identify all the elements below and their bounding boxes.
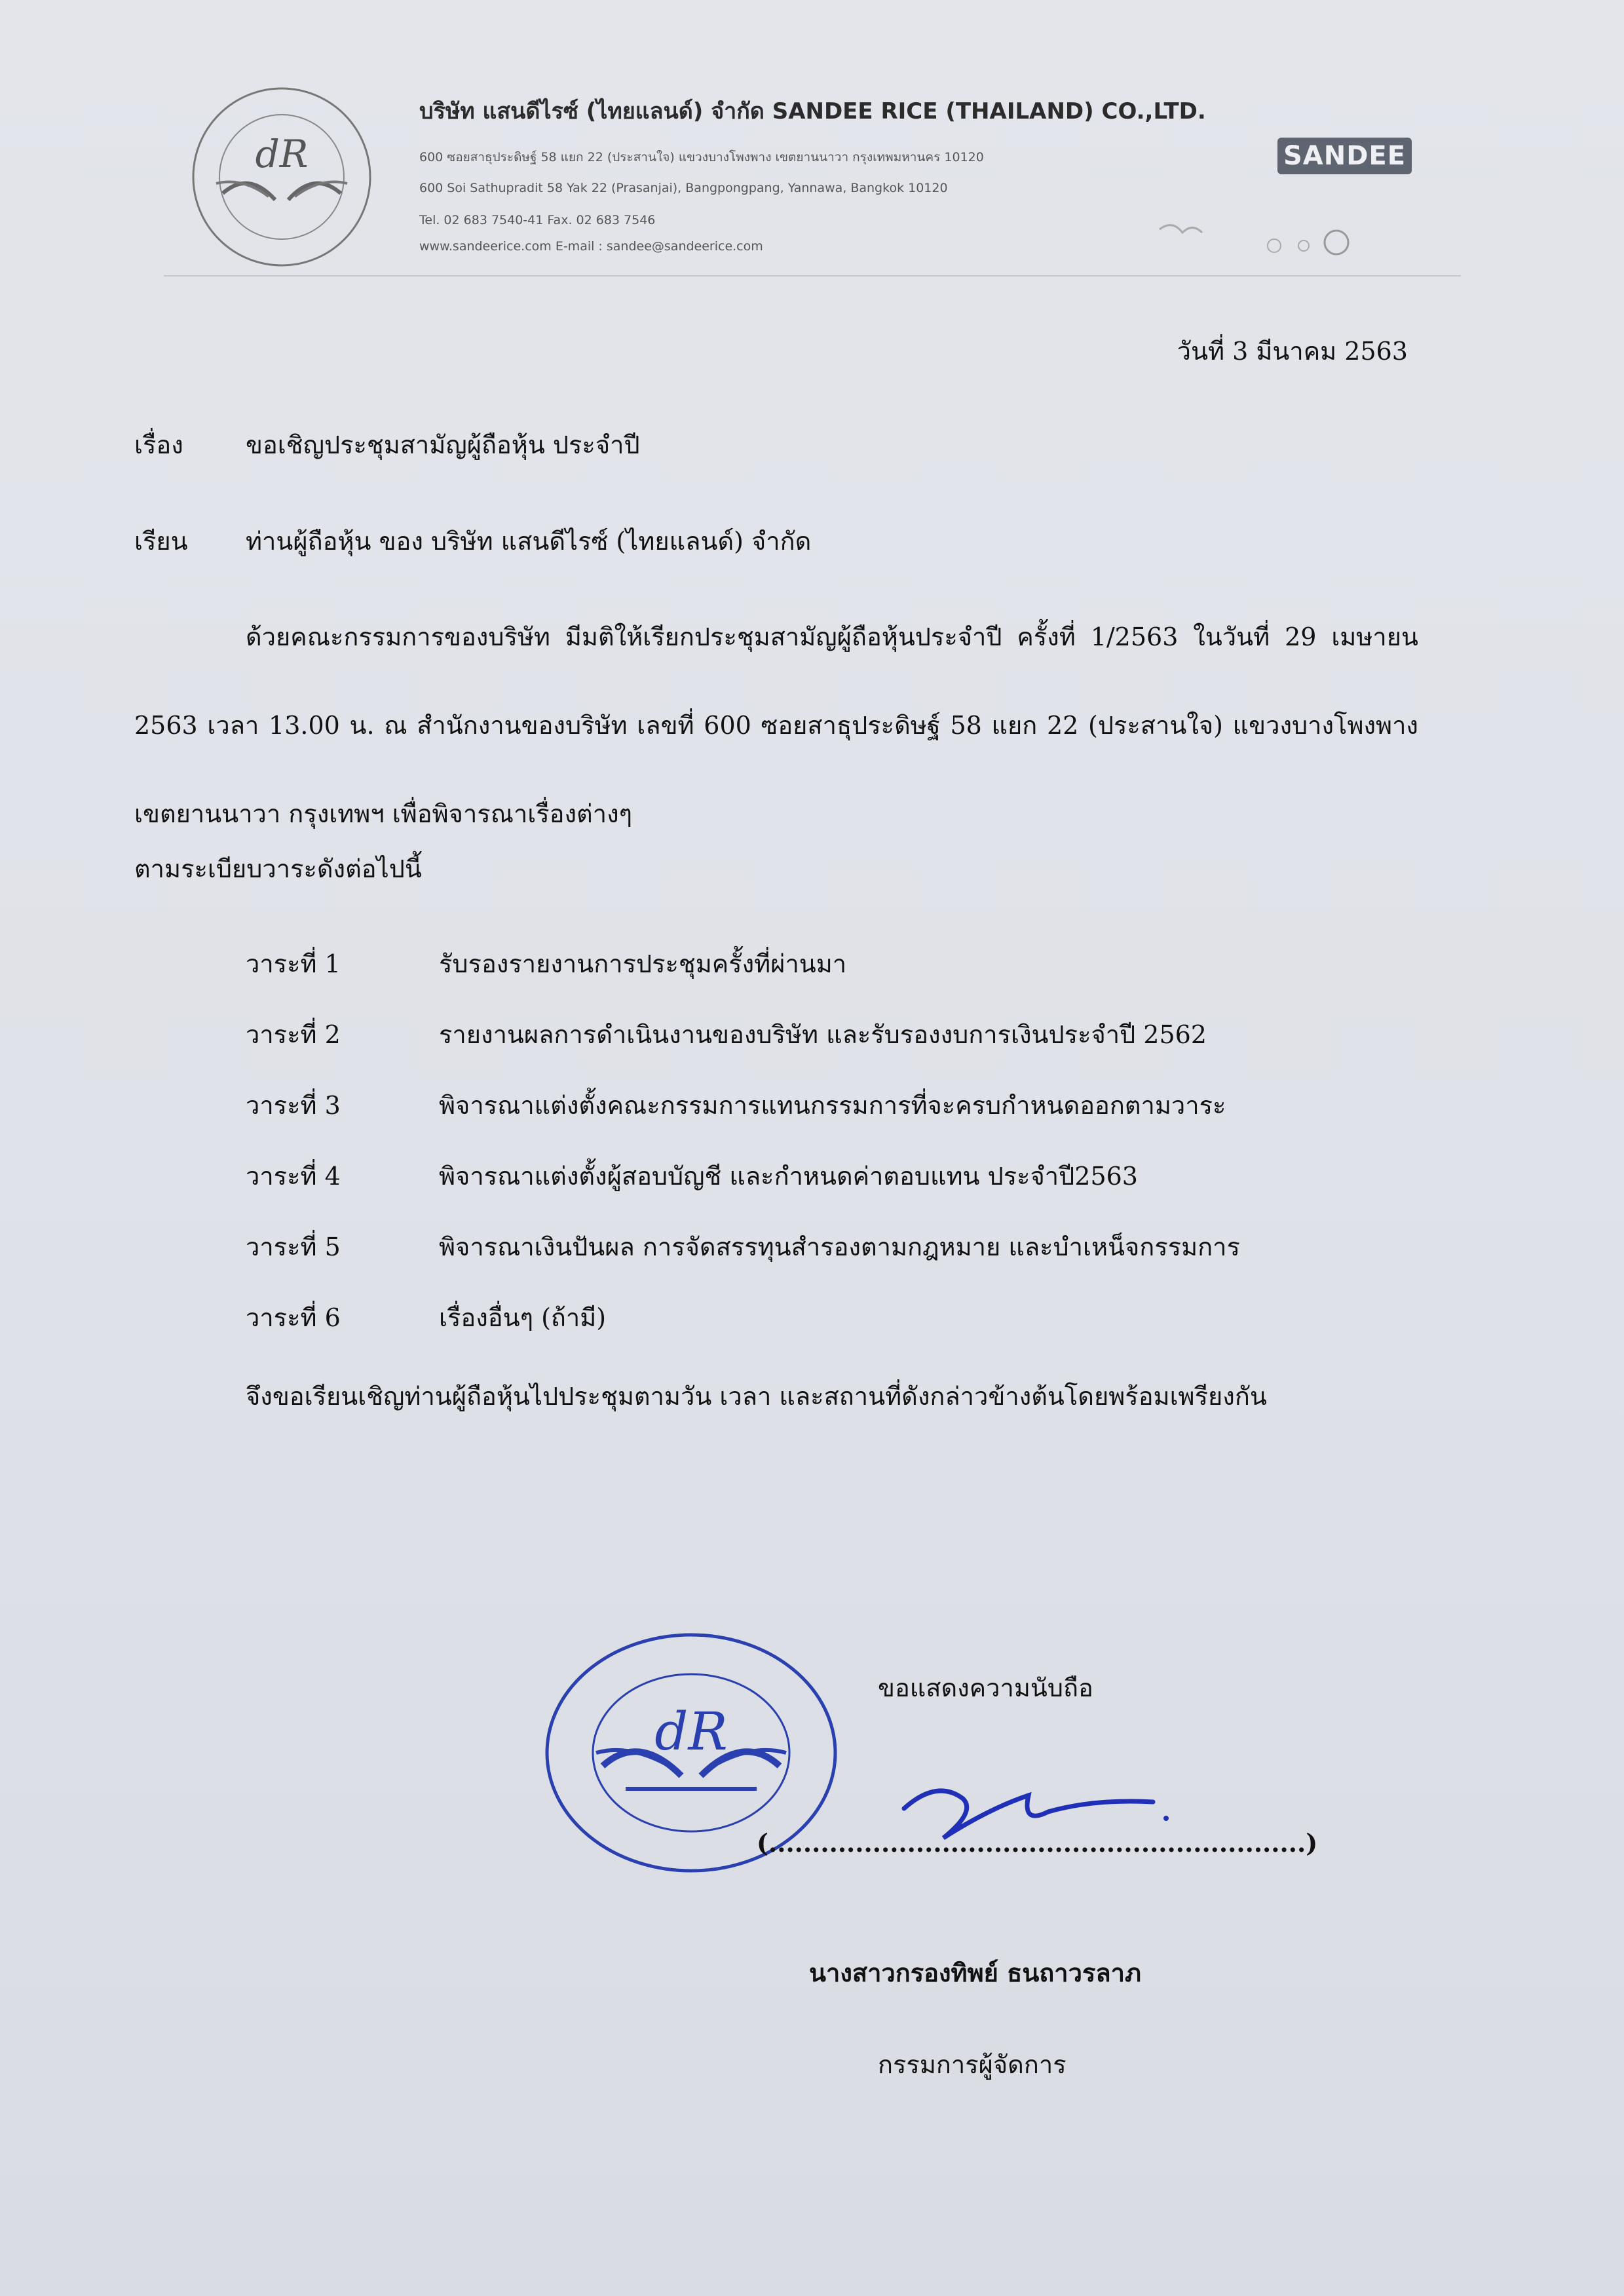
agenda-item bbox=[246, 1014, 1490, 1085]
address-thai: 600 ซอยสาธุประดิษฐ์ 58 แยก 22 (ประสานใจ) แขวงบางโพงพาง เขตยานนาวา กรุงเทพมหานคร 10120 bbox=[419, 150, 984, 164]
web-email: www.sandeerice.com E-mail : sandee@sandeerice.com bbox=[419, 239, 763, 254]
agenda-text: เรื่องอื่นๆ (ถ้ามี) bbox=[439, 1303, 607, 1332]
agenda-item bbox=[246, 1227, 1490, 1297]
subject-text: ขอเชิญประชุมสามัญผู้ถือหุ้น ประจำปี bbox=[246, 430, 640, 459]
agenda-text: พิจารณาแต่งตั้งผู้สอบบัญชี และกำหนดค่าตอบแทน ประจำปี2563 bbox=[439, 1162, 1138, 1191]
agenda-number: วาระที่ 5 bbox=[246, 1233, 341, 1261]
address-english: 600 Soi Sathupradit 58 Yak 22 (Prasanjai), Bangpongpang, Yannawa, Bangkok 10120 bbox=[419, 181, 948, 195]
agenda-text: รายงานผลการดำเนินงานของบริษัท และรับรองงบการเงินประจำปี 2562 bbox=[439, 1020, 1207, 1049]
agenda-intro: ตามระเบียบวาระดังต่อไปนี้ bbox=[134, 854, 422, 883]
recipient-text: ท่านผู้ถือหุ้น ของ บริษัท แสนดีไรซ์ (ไทยแลนด์) จำกัด bbox=[246, 527, 812, 556]
agenda-number: วาระที่ 2 bbox=[246, 1020, 341, 1049]
closing-sentence: จึงขอเรียนเชิญท่านผู้ถือหุ้นไปประชุมตามวัน เวลา และสถานที่ดังกล่าวข้างต้นโดยพร้อมเพรียงกัน bbox=[246, 1382, 1267, 1411]
agenda-item bbox=[246, 1297, 1490, 1368]
signature-line: (..............................................................) bbox=[757, 1828, 1318, 1858]
letterhead bbox=[0, 0, 1624, 282]
signer-name: นางสาวกรองทิพย์ ธนถาวรลาภ bbox=[809, 1958, 1142, 1987]
agenda-text: รับรองรายงานการประชุมครั้งที่ผ่านมา bbox=[439, 949, 847, 978]
signer-position: กรรมการผู้จัดการ bbox=[878, 2050, 1067, 2079]
agenda-text: พิจารณาแต่งตั้งคณะกรรมการแทนกรรมการที่จะครบกำหนดออกตามวาระ bbox=[439, 1091, 1226, 1120]
subject-line bbox=[134, 425, 640, 465]
agenda-number: วาระที่ 3 bbox=[246, 1091, 341, 1120]
agenda-item bbox=[246, 1156, 1490, 1227]
body-paragraph: ด้วยคณะกรรมการของบริษัท มีมติให้เรียกประชุมสามัญผู้ถือหุ้นประจำปี ครั้งที่ 1/2563 ในวันที่ 29 เมษายน 2563 เวลา 13.00 น. ณ สำนักงานของบริษัท เลขที่ 600 ซอยสาธุประดิษฐ์ 58 แยก 22 (ประสานใจ) แขวงบางโพงพาง เขตยานนาวา กรุงเทพฯ เพื่อพิจารณาเรื่องต่างๆ bbox=[134, 622, 1418, 828]
agenda-item bbox=[246, 944, 1490, 1014]
header-divider bbox=[164, 275, 1461, 277]
recipient-line bbox=[134, 521, 811, 561]
agenda-number: วาระที่ 4 bbox=[246, 1162, 341, 1191]
regards-text: ขอแสดงความนับถือ bbox=[878, 1674, 1093, 1702]
letter-date: วันที่ 3 มีนาคม 2563 bbox=[1177, 337, 1408, 366]
agenda-number: วาระที่ 6 bbox=[246, 1303, 341, 1332]
sandee-brand-logo: SANDEE bbox=[1277, 138, 1412, 174]
phone-fax: Tel. 02 683 7540-41 Fax. 02 683 7546 bbox=[419, 213, 656, 227]
agenda-item bbox=[246, 1085, 1490, 1156]
recipient-label: เรียน bbox=[134, 527, 188, 556]
subject-label: เรื่อง bbox=[134, 430, 183, 459]
svg-text:dR: dR bbox=[654, 1701, 728, 1762]
agenda-number: วาระที่ 1 bbox=[246, 949, 341, 978]
agenda-list bbox=[246, 944, 1490, 1368]
agenda-text: พิจารณาเงินปันผล การจัดสรรทุนสำรองตามกฎหมาย และบำเหน็จกรรมการ bbox=[439, 1233, 1240, 1261]
company-name: บริษัท แสนดีไรซ์ (ไทยแลนด์) จำกัด SANDEE RICE (THAILAND) CO.,LTD. bbox=[419, 98, 1206, 124]
certification-marks-icon bbox=[1153, 210, 1363, 262]
svg-text:dR: dR bbox=[255, 132, 309, 176]
company-logo-left bbox=[177, 79, 387, 275]
